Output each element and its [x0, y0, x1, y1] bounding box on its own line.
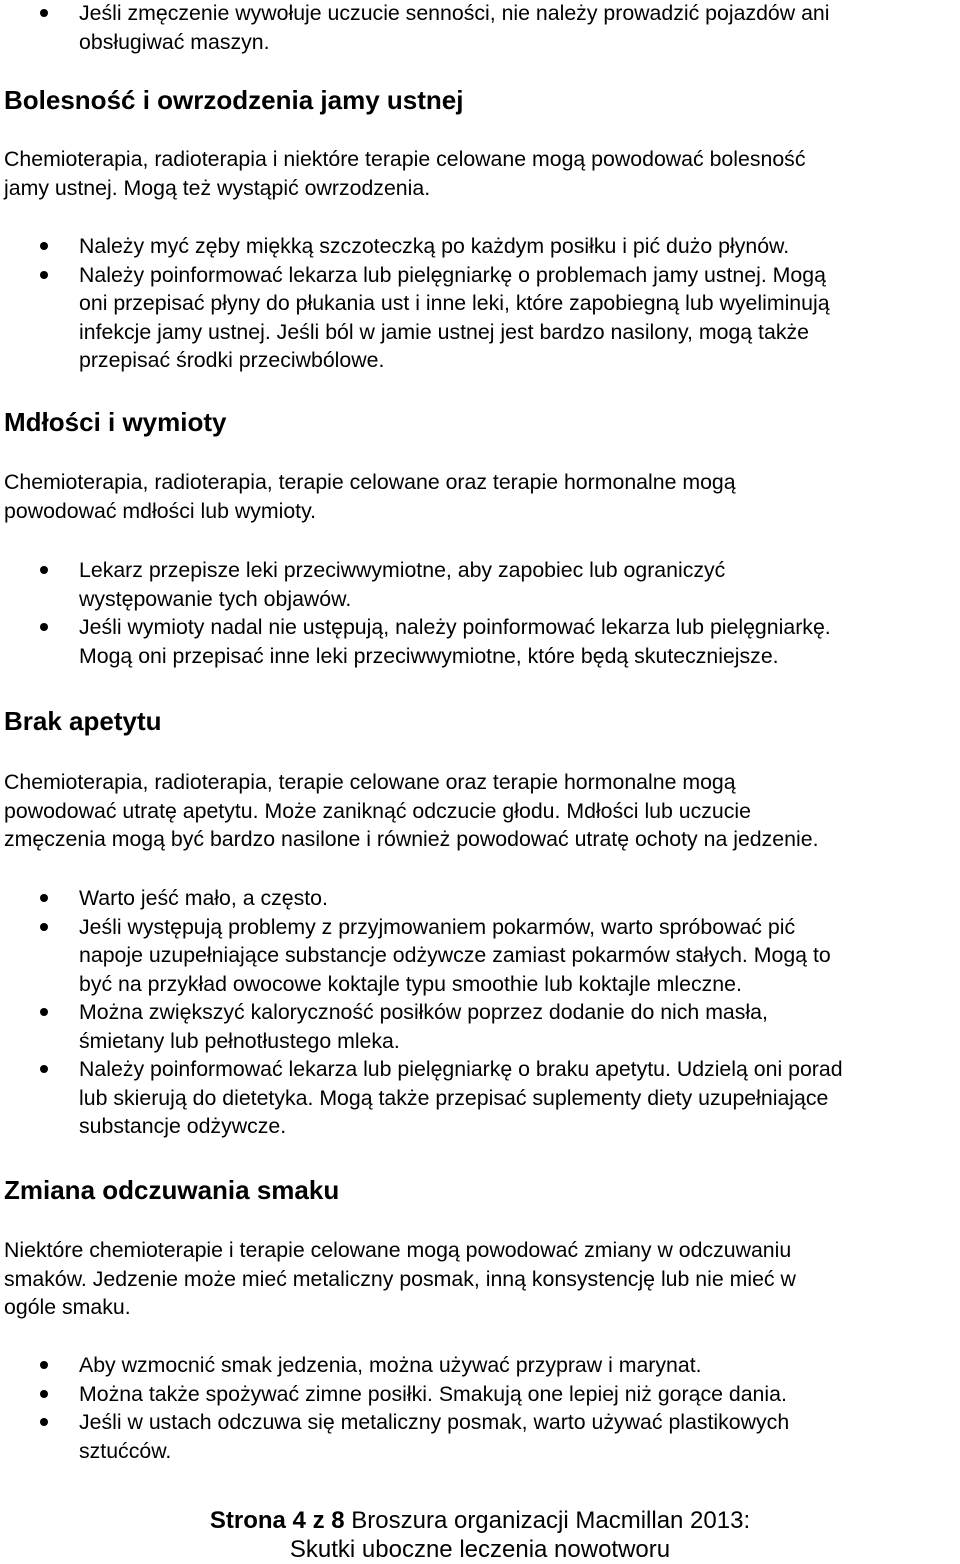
list-item-line: Należy poinformować lekarza lub pielęgniarkę o braku apetytu. Udzielą oni porad	[79, 1057, 843, 1081]
bullet-icon	[40, 242, 48, 250]
list-item-line: substancje odżywcze.	[79, 1114, 287, 1138]
section-paragraph	[4, 768, 960, 854]
paragraph-line: Chemioterapia, radioterapia, terapie celowane oraz terapie hormonalne mogą	[4, 470, 736, 494]
list-item-line: napoje uzupełniające substancje odżywcze zamiast pokarmów stałych. Mogą to	[79, 943, 831, 967]
footer-line-2: Skutki uboczne leczenia nowotworu	[289, 1536, 671, 1563]
bullet-list	[4, 884, 960, 1141]
bullet-icon	[40, 271, 48, 279]
top-bullet-list-block	[4, 0, 960, 56]
list-item	[4, 556, 960, 613]
bullet-icon	[40, 1390, 48, 1398]
list-item	[4, 1408, 960, 1465]
bullet-icon	[40, 1418, 48, 1426]
section-bullet-list-block	[4, 884, 960, 1141]
list-item-line: Jeśli w ustach odczuwa się metaliczny posmak, warto używać plastikowych	[79, 1410, 790, 1434]
section-paragraph	[4, 1236, 960, 1322]
paragraph-line: powodować mdłości lub wymioty.	[4, 498, 317, 523]
footer-line-1	[0, 1506, 960, 1535]
bullet-icon	[40, 1065, 48, 1073]
list-item-line: występowanie tych objawów.	[79, 586, 352, 611]
list-item-line: Należy poinformować lekarza lub pielęgniarkę o problemach jamy ustnej. Mogą	[79, 262, 826, 287]
bullet-icon	[40, 566, 48, 574]
paragraph-line: Chemioterapia, radioterapia i niektóre terapie celowane mogą powodować bolesność	[4, 147, 806, 171]
bullet-list	[4, 556, 960, 670]
list-item-line: być na przykład owocowe koktajle typu smoothie lub koktajle mleczne.	[79, 971, 742, 996]
list-item-line: Aby wzmocnić smak jedzenia, można używać przypraw i marynat.	[79, 1353, 702, 1377]
bullet-icon	[40, 623, 48, 631]
section-heading: Zmiana odczuwania smaku	[4, 1175, 340, 1205]
list-item	[4, 261, 960, 375]
paragraph-line: Niektóre chemioterapie i terapie celowane mogą powodować zmiany w odczuwaniu	[4, 1238, 792, 1262]
paragraph-line: ogóle smaku.	[4, 1295, 131, 1319]
list-item-line: Lekarz przepisze leki przeciwwymiotne, aby zapobiec lub ograniczyć	[79, 558, 726, 582]
paragraph-line: zmęczenia mogą być bardzo nasilone i również powodować utratę ochoty na jedzenie.	[4, 827, 819, 851]
list-item	[4, 1055, 960, 1141]
list-item-line: przepisać środki przeciwbólowe.	[79, 348, 385, 372]
bullet-icon	[40, 1361, 48, 1369]
section-bullet-list-block	[4, 1351, 960, 1465]
list-item	[4, 0, 960, 56]
list-item	[4, 884, 960, 913]
paragraph-line: smaków. Jedzenie może mieć metaliczny posmak, inną konsystencję lub nie mieć w	[4, 1266, 796, 1291]
bullet-list	[4, 1351, 960, 1465]
list-item-line: sztućców.	[79, 1438, 172, 1463]
list-item	[4, 913, 960, 999]
paragraph-line: jamy ustnej. Mogą też wystąpić owrzodzenia.	[4, 175, 431, 200]
page-number-label: Strona 4 z 8	[209, 1507, 345, 1534]
list-item-line: obsługiwać maszyn.	[79, 29, 270, 54]
list-item-line: oni przepisać płyny do płukania ust i inne leki, które zapobiegną lub wyeliminują	[79, 291, 830, 315]
list-item-line: Jeśli wymioty nadal nie ustępują, należy poinformować lekarza lub pielęgniarkę.	[79, 615, 831, 639]
section-heading: Mdłości i wymioty	[4, 407, 227, 437]
bullet-icon	[40, 923, 48, 931]
section-heading: Brak apetytu	[4, 706, 162, 736]
list-item-line: Jeśli występują problemy z przyjmowaniem pokarmów, warto spróbować pić	[79, 914, 796, 939]
list-item-line: Należy myć zęby miękką szczoteczką po każdym posiłku i pić dużo płynów.	[79, 234, 790, 258]
list-item	[4, 613, 960, 670]
list-item	[4, 998, 960, 1055]
bullet-icon	[40, 894, 48, 902]
section-paragraph	[4, 468, 960, 525]
list-item-line: Można także spożywać zimne posiłki. Smakują one lepiej niż gorące dania.	[79, 1381, 787, 1406]
list-item-line: Mogą oni przepisać inne leki przeciwwymiotne, które będą skuteczniejsze.	[79, 643, 779, 668]
paragraph-line: Chemioterapia, radioterapia, terapie celowane oraz terapie hormonalne mogą	[4, 770, 736, 794]
list-item	[4, 232, 960, 261]
list-item-line: Jeśli zmęczenie wywołuje uczucie senności, nie należy prowadzić pojazdów ani	[79, 1, 830, 25]
section-bullet-list-block	[4, 556, 960, 670]
list-item	[4, 1351, 960, 1380]
list-item-line: Można zwiększyć kaloryczność posiłków poprzez dodanie do nich masła,	[79, 1000, 768, 1024]
list-item-line: śmietany lub pełnotłustego mleka.	[79, 1028, 400, 1053]
paragraph-line: powodować utratę apetytu. Może zaniknąć odczucie głodu. Mdłości lub uczucie	[4, 798, 751, 823]
footer-source: Broszura organizacji Macmillan 2013:	[344, 1507, 751, 1534]
list-item-line: Warto jeść mało, a często.	[79, 886, 328, 910]
bullet-icon	[40, 9, 48, 17]
section-heading: Bolesność i owrzodzenia jamy ustnej	[4, 85, 464, 115]
section-bullet-list-block	[4, 232, 960, 375]
bullet-icon	[40, 1008, 48, 1016]
list-item	[4, 1380, 960, 1409]
bullet-list	[4, 232, 960, 375]
list-item-line: infekcje jamy ustnej. Jeśli ból w jamie ustnej jest bardzo nasilony, mogą także	[79, 319, 809, 344]
list-item-line: lub skierują do dietetyka. Mogą także przepisać suplementy diety uzupełniające	[79, 1085, 829, 1110]
section-paragraph	[4, 145, 960, 202]
page-footer	[0, 1506, 960, 1564]
bullet-list	[4, 0, 960, 56]
